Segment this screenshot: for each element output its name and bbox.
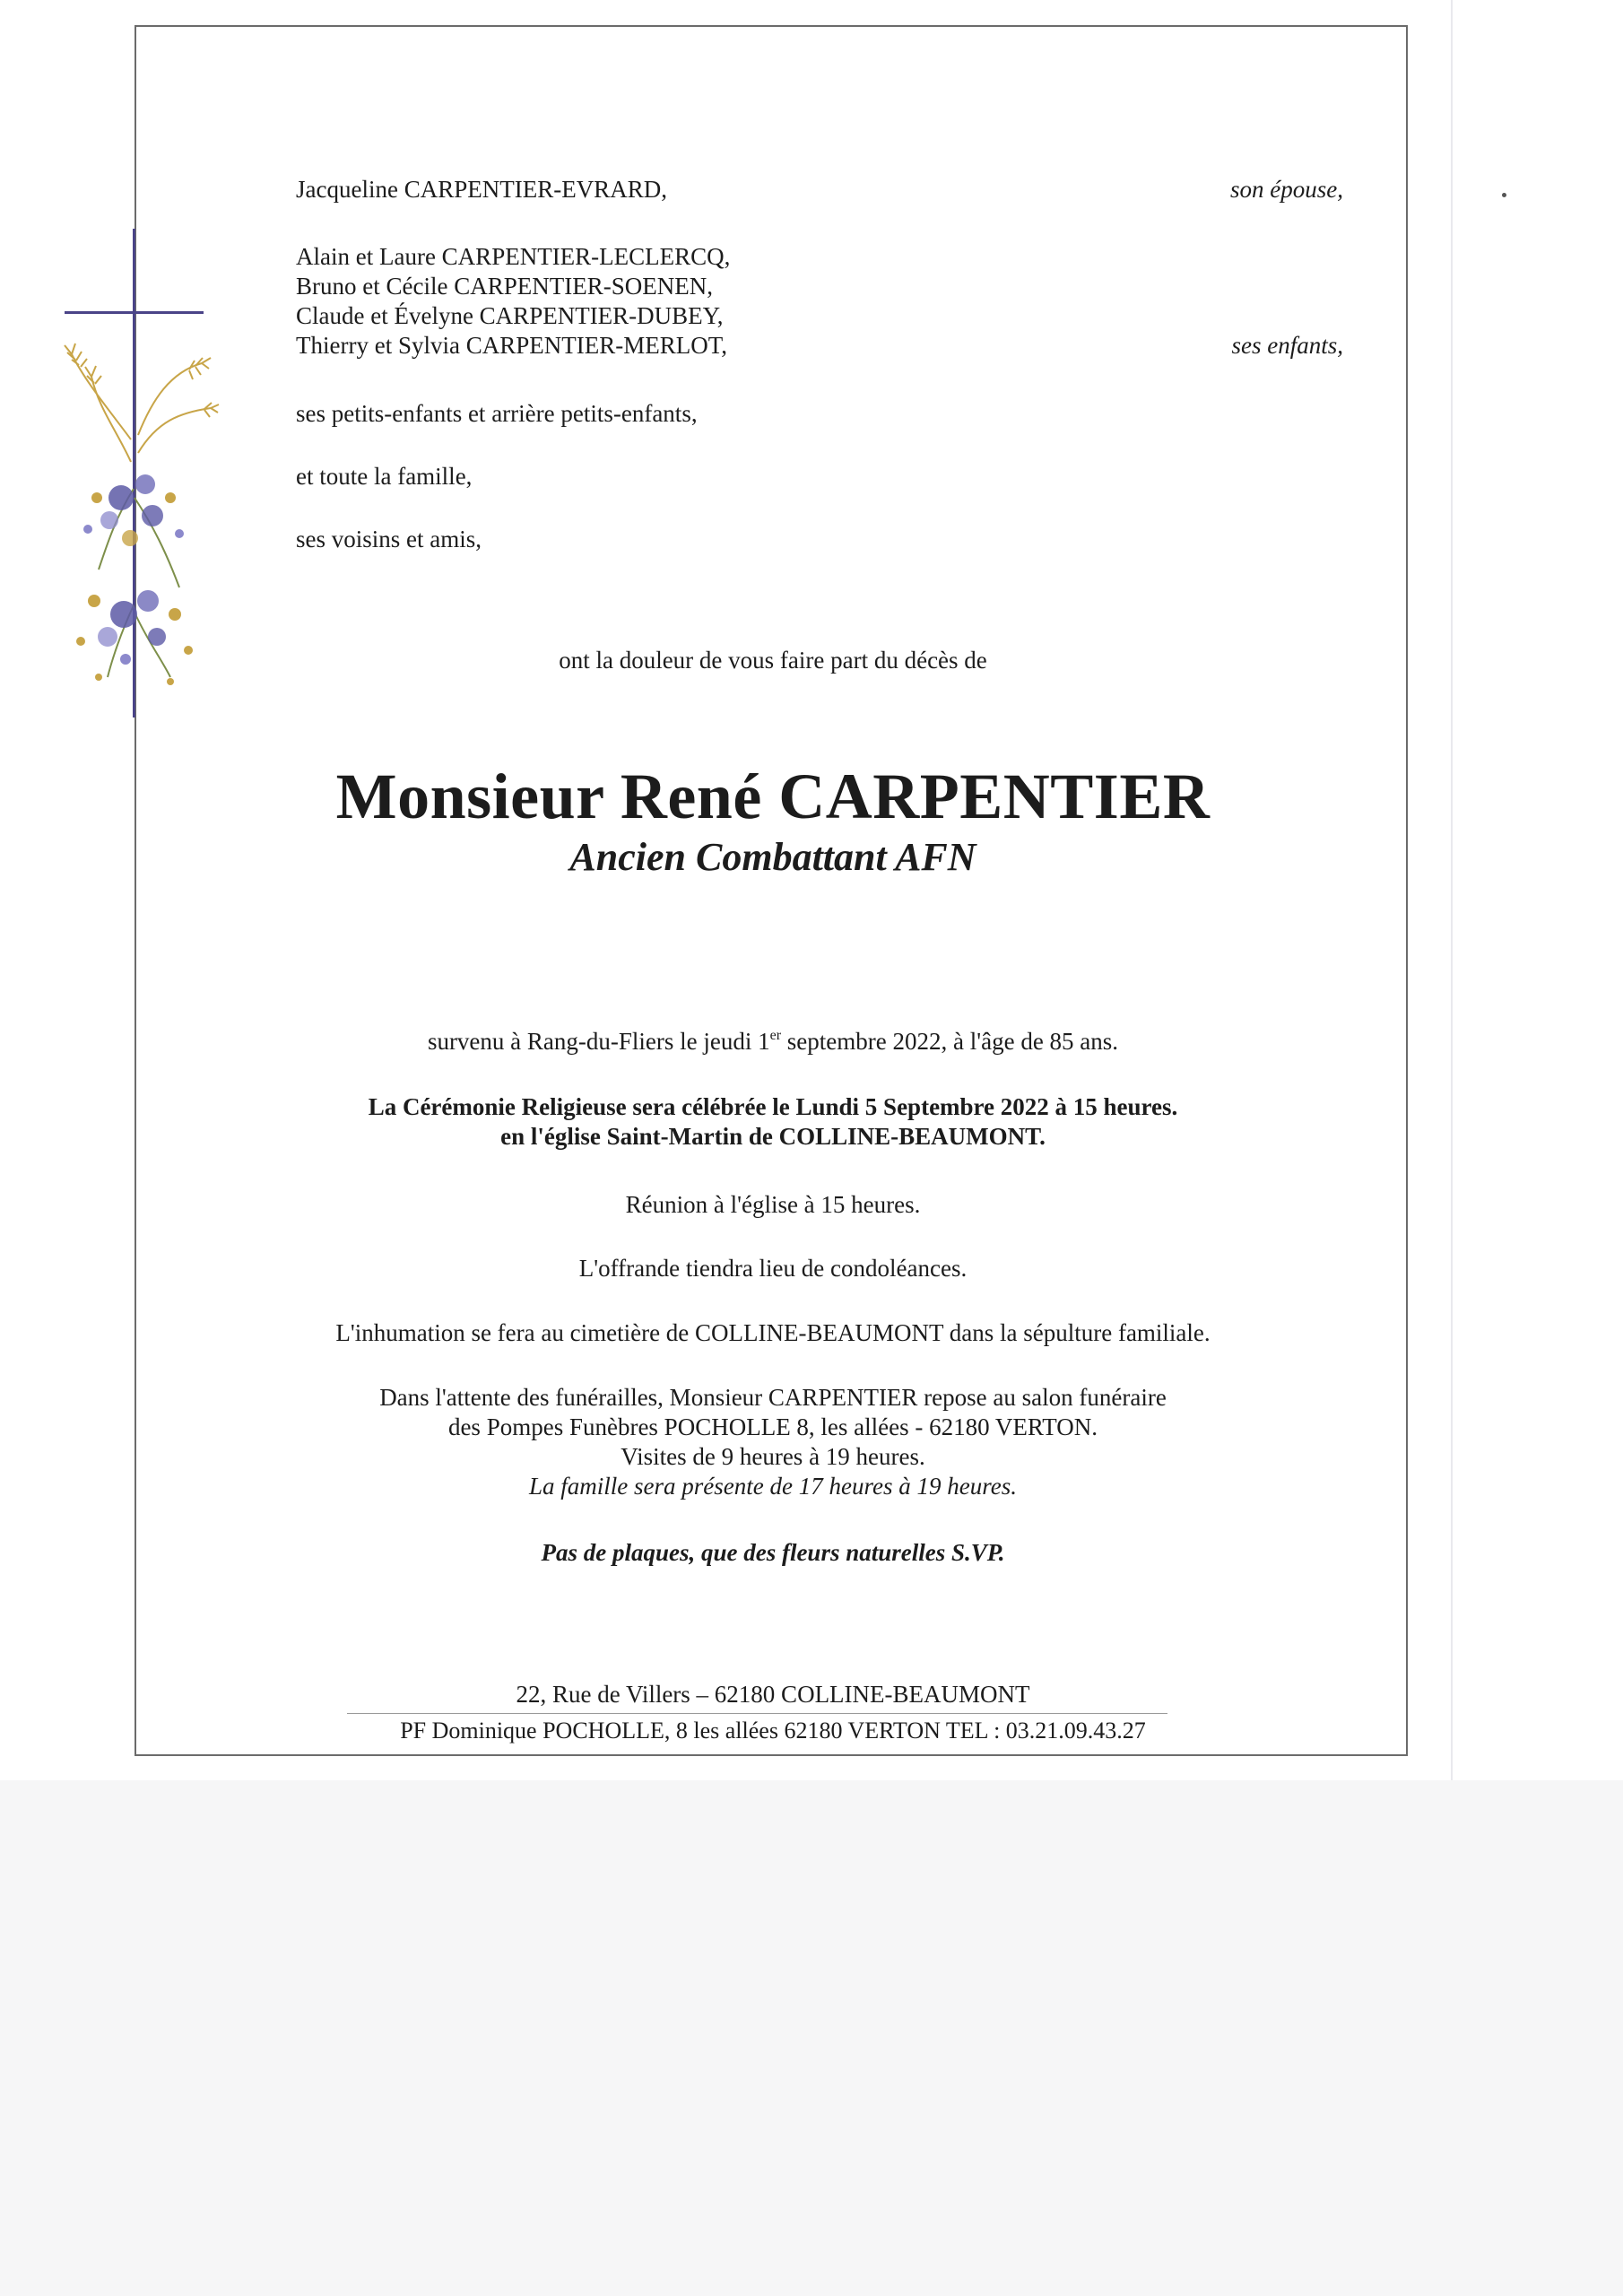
deceased-title: Ancien Combattant AFN [569, 835, 976, 879]
deceased-name: Monsieur René CARPENTIER [335, 761, 1211, 832]
meeting-line: Réunion à l'église à 15 heures. [625, 1191, 921, 1218]
ceremony-line-1: La Cérémonie Religieuse sera célébrée le Lundi 5 Septembre 2022 à 15 heures. [368, 1093, 1178, 1120]
family-line: et toute la famille, [296, 463, 473, 490]
obituary-card [135, 25, 1408, 1756]
friends-line: ses voisins et amis, [296, 526, 482, 552]
death-details [136, 1027, 1410, 1057]
address-text: 22, Rue de Villers – 62180 COLLINE-BEAUMONT [516, 1681, 1030, 1708]
spouse-role: son épouse, [1230, 176, 1343, 203]
child-line: Bruno et Cécile CARPENTIER-SOENEN, [296, 273, 713, 300]
death-details-text: survenu à Rang-du-Fliers le jeudi 1 [427, 1028, 770, 1055]
wheat-right-icon [138, 358, 219, 453]
funeral-home-line: PF Dominique POCHOLLE, 8 les allées 62180 VERTON TEL : 03.21.09.43.27 [400, 1718, 1146, 1744]
viewing-line-2: des Pompes Funèbres POCHOLLE 8, les allées - 62180 VERTON. [447, 1413, 1098, 1440]
child-line: Thierry et Sylvia CARPENTIER-MERLOT, [296, 332, 727, 359]
offering-line: L'offrande tiendra lieu de condoléances. [578, 1255, 968, 1282]
viewing-line-1: Dans l'attente des funérailles, Monsieur CARPENTIER repose au salon funéraire [379, 1384, 1167, 1411]
scan-background [0, 1780, 1623, 2296]
flowers-line: Pas de plaques, que des fleurs naturelles S.VP. [541, 1539, 1005, 1566]
cross-horizontal [65, 311, 204, 314]
grandchildren-line: ses petits-enfants et arrière petits-enfants, [296, 400, 698, 427]
children-role: ses enfants, [1231, 332, 1343, 359]
cross-vertical [133, 229, 135, 718]
cross-flower-illustration [45, 229, 233, 731]
death-details-rest: septembre 2022, à l'âge de 85 ans. [781, 1028, 1119, 1055]
wheat-left-icon [65, 344, 131, 462]
ceremony-line-2: en l'église Saint-Martin de COLLINE-BEAUMONT. [500, 1123, 1046, 1150]
footer-separator [347, 1713, 1167, 1714]
page-edge [1451, 0, 1453, 1780]
child-line: Claude et Évelyne CARPENTIER-DUBEY, [296, 302, 724, 329]
viewing-line-3: Visites de 9 heures à 19 heures. [621, 1443, 925, 1470]
viewing-line-4: La famille sera présente de 17 heures à 19 heures. [529, 1473, 1017, 1500]
child-line: Alain et Laure CARPENTIER-LECLERCQ, [296, 243, 731, 270]
scan-speck [1502, 193, 1506, 197]
announcement-line: ont la douleur de vous faire part du décès de [559, 647, 987, 674]
ordinal-suffix: er [769, 1028, 782, 1043]
address-line [136, 1680, 1410, 1709]
spouse-name: Jacqueline CARPENTIER-EVRARD, [296, 176, 667, 203]
burial-line: L'inhumation se fera au cimetière de COLLINE-BEAUMONT dans la sépulture familiale. [335, 1319, 1211, 1346]
